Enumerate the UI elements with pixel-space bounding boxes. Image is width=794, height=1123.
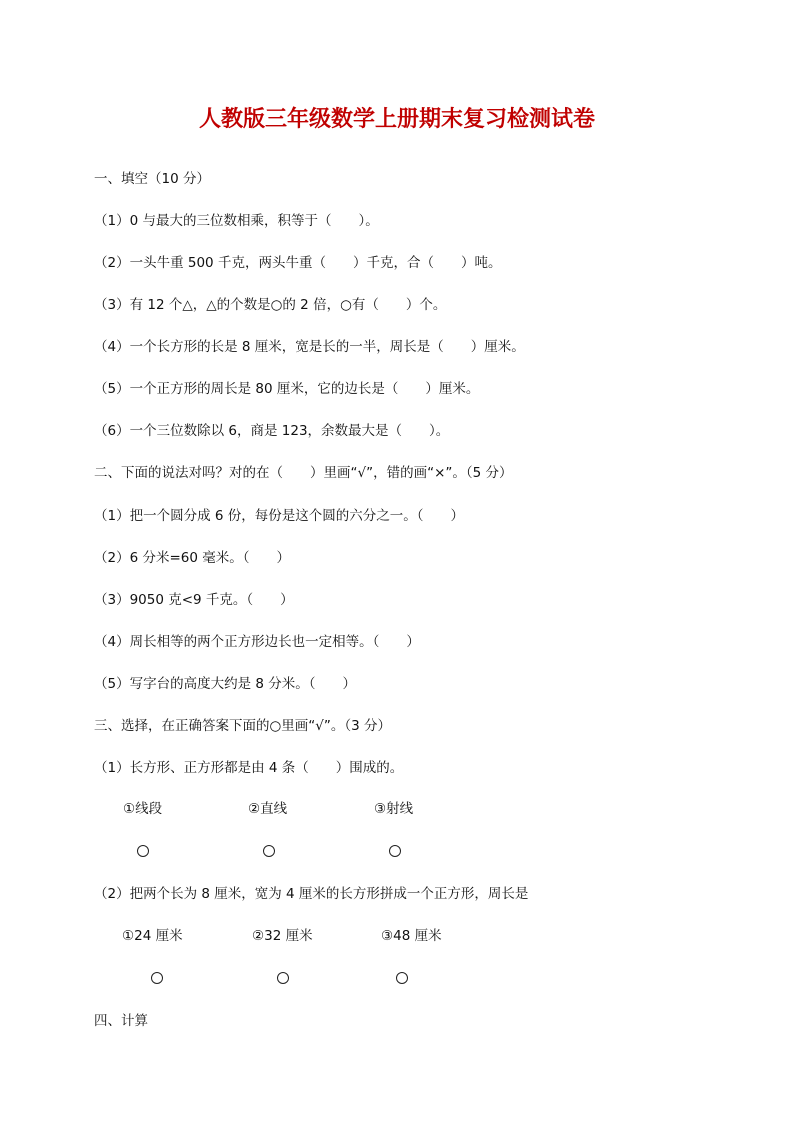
s3-q1-option-b: ②直线 (248, 801, 288, 817)
section-3-heading: 三、选择，在正确答案下面的○里画“√”。（3 分） (94, 718, 391, 734)
s3-q1-answer-circle-b[interactable] (263, 845, 275, 857)
s3-q1-answer-circle-c[interactable] (389, 845, 401, 857)
section-4-heading: 四、计算 (94, 1013, 148, 1029)
s2-question-5: （5）写字台的高度大约是 8 分米。（ ） (94, 676, 357, 692)
s2-question-2: （2）6 分米=60 毫米。（ ） (94, 550, 291, 566)
s3-q1-option-a: ①线段 (123, 801, 163, 817)
s1-question-6: （6）一个三位数除以 6，商是 123，余数最大是（ ）。 (94, 423, 450, 439)
s3-q2-answer-circle-c[interactable] (396, 972, 408, 984)
s1-question-2: （2）一头牛重 500 千克，两头牛重（ ）千克，合（ ）吨。 (94, 255, 502, 271)
s3-question-1: （1）长方形、正方形都是由 4 条（ ）围成的。 (94, 760, 404, 776)
s1-question-1: （1）0 与最大的三位数相乘，积等于（ ）。 (94, 213, 379, 229)
s3-q2-option-b: ②32 厘米 (252, 928, 313, 944)
s3-q2-option-a: ①24 厘米 (122, 928, 183, 944)
s1-question-3: （3）有 12 个△，△的个数是○的 2 倍，○有（ ）个。 (94, 297, 447, 313)
s1-question-4: （4）一个长方形的长是 8 厘米，宽是长的一半，周长是（ ）厘米。 (94, 339, 525, 355)
s2-question-1: （1）把一个圆分成 6 份，每份是这个圆的六分之一。（ ） (94, 508, 465, 524)
section-1-heading: 一、填空（10 分） (94, 171, 210, 187)
s1-question-5: （5）一个正方形的周长是 80 厘米，它的边长是（ ）厘米。 (94, 381, 480, 397)
section-2-heading: 二、下面的说法对吗？对的在（ ）里画“√”，错的画“×”。（5 分） (94, 465, 513, 481)
s3-q2-answer-circle-a[interactable] (151, 972, 163, 984)
exam-title: 人教版三年级数学上册期末复习检测试卷 (198, 106, 595, 132)
s2-question-4: （4）周长相等的两个正方形边长也一定相等。（ ） (94, 634, 420, 650)
s3-question-2: （2）把两个长为 8 厘米，宽为 4 厘米的长方形拼成一个正方形，周长是 (94, 886, 529, 902)
s3-q2-answer-circle-b[interactable] (277, 972, 289, 984)
s3-q2-option-c: ③48 厘米 (381, 928, 442, 944)
s3-q1-answer-circle-a[interactable] (137, 845, 149, 857)
s2-question-3: （3）9050 克<9 千克。（ ） (94, 592, 294, 608)
s3-q1-option-c: ③射线 (374, 801, 414, 817)
